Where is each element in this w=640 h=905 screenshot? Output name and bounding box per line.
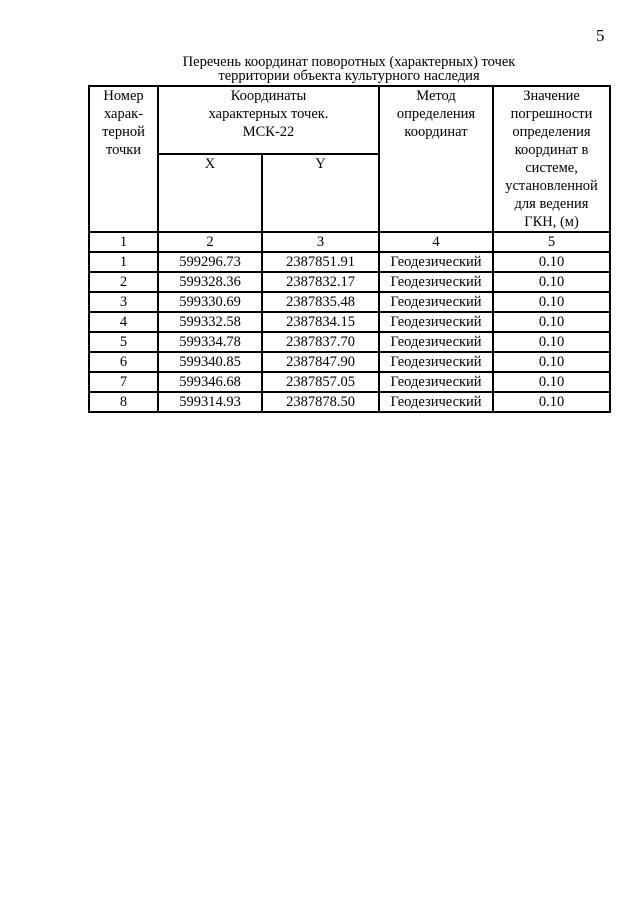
- cell-accuracy: 0.10: [493, 332, 610, 352]
- cell-x: 599332.58: [158, 312, 262, 332]
- page-number: 5: [596, 26, 605, 45]
- column-numbers-row: [89, 232, 610, 252]
- cell-accuracy: 0.10: [493, 312, 610, 332]
- cell-accuracy: 0.10: [493, 272, 610, 292]
- cell-accuracy: 0.10: [493, 392, 610, 412]
- cell-y: 2387851.91: [262, 252, 379, 272]
- column-number: 1: [89, 232, 158, 252]
- cell-point-number: 7: [89, 372, 158, 392]
- cell-accuracy: 0.10: [493, 372, 610, 392]
- cell-method: Геодезический: [379, 372, 493, 392]
- cell-point-number: 8: [89, 392, 158, 412]
- header-y: Y: [262, 154, 379, 232]
- cell-y: 2387835.48: [262, 292, 379, 312]
- table-row: [89, 392, 610, 412]
- cell-method: Геодезический: [379, 252, 493, 272]
- cell-point-number: 4: [89, 312, 158, 332]
- table-row: [89, 272, 610, 292]
- cell-accuracy: 0.10: [493, 252, 610, 272]
- cell-method: Геодезический: [379, 352, 493, 372]
- cell-y: 2387837.70: [262, 332, 379, 352]
- cell-method: Геодезический: [379, 312, 493, 332]
- cell-x: 599296.73: [158, 252, 262, 272]
- cell-method: Геодезический: [379, 292, 493, 312]
- header-x: X: [158, 154, 262, 232]
- cell-point-number: 1: [89, 252, 158, 272]
- cell-method: Геодезический: [379, 392, 493, 412]
- title-line-2: территории объекта культурного наследия: [218, 68, 480, 84]
- cell-point-number: 5: [89, 332, 158, 352]
- table-row: [89, 352, 610, 372]
- column-number: 5: [493, 232, 610, 252]
- table-row: [89, 252, 610, 272]
- cell-method: Геодезический: [379, 332, 493, 352]
- cell-y: 2387834.15: [262, 312, 379, 332]
- cell-point-number: 2: [89, 272, 158, 292]
- table-header-row: [89, 86, 610, 154]
- document-title: [90, 55, 608, 83]
- cell-y: 2387857.05: [262, 372, 379, 392]
- column-number: 4: [379, 232, 493, 252]
- cell-point-number: 6: [89, 352, 158, 372]
- header-method: Метод определения координат: [379, 86, 493, 232]
- cell-y: 2387832.17: [262, 272, 379, 292]
- column-number: 2: [158, 232, 262, 252]
- cell-method: Геодезический: [379, 272, 493, 292]
- cell-point-number: 3: [89, 292, 158, 312]
- cell-x: 599346.68: [158, 372, 262, 392]
- table-row: [89, 332, 610, 352]
- cell-x: 599330.69: [158, 292, 262, 312]
- header-coordinates: Координаты характерных точек. МСК-22: [158, 86, 379, 154]
- cell-accuracy: 0.10: [493, 352, 610, 372]
- cell-y: 2387847.90: [262, 352, 379, 372]
- cell-x: 599328.36: [158, 272, 262, 292]
- cell-accuracy: 0.10: [493, 292, 610, 312]
- cell-x: 599314.93: [158, 392, 262, 412]
- cell-x: 599334.78: [158, 332, 262, 352]
- header-point-number: Номер харак- терной точки: [89, 86, 158, 232]
- table-row: [89, 312, 610, 332]
- coordinates-table: [88, 85, 611, 413]
- title-line-1: Перечень координат поворотных (характерных) точек: [182, 54, 516, 70]
- column-number: 3: [262, 232, 379, 252]
- table-row: [89, 292, 610, 312]
- cell-y: 2387878.50: [262, 392, 379, 412]
- cell-x: 599340.85: [158, 352, 262, 372]
- table-row: [89, 372, 610, 392]
- header-accuracy: Значение погрешности определения координат в системе, установленной для ведения ГКН, (м): [493, 86, 610, 232]
